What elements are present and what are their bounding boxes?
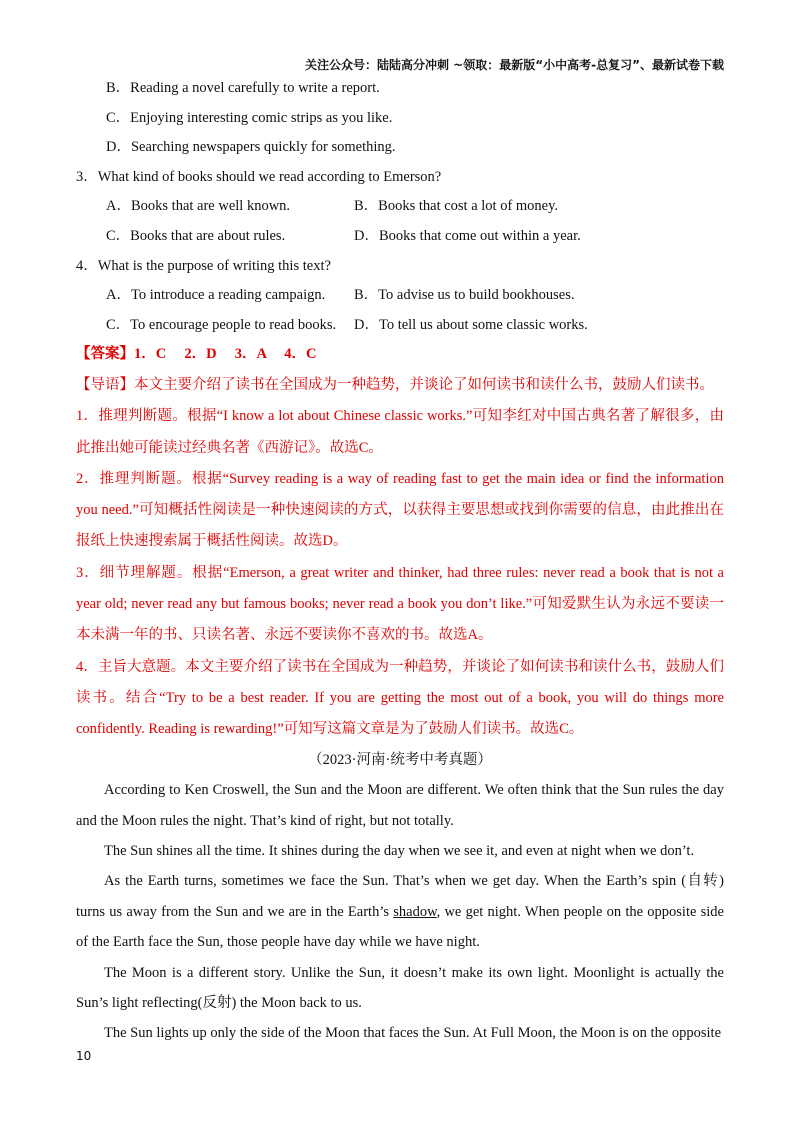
explanation-4: 4．主旨大意题。本文主要介绍了读书在全国成为一种趋势，并谈论了如何读书和读什么书，鼓励人们读书。结合“Try to be a best reader. If you are getting the most out of a book, you will do things more confidently. Reading is rewarding!”可知写这篇文章是为了鼓励人们读书。故选C。 bbox=[76, 658, 724, 738]
q4-options-row-2 bbox=[76, 311, 724, 341]
passage-paragraph-1: According to Ken Croswell, the Sun and the Moon are different. We often think that the Sun rules the day and the Moon rules the night. That’s kind of right, but not totally. bbox=[76, 782, 724, 829]
q3-option-a: A．Books that are well known. bbox=[106, 198, 291, 215]
passage-paragraph-2: The Sun shines all the time. It shines during the day when we see it, and even at night when we don’t. bbox=[104, 842, 695, 859]
q3-stem: 3．What kind of books should we read according to Emerson? bbox=[76, 168, 442, 185]
explanation-1: 1．推理判断题。根据“I know a lot about Chinese classic works.”可知李红对中国古典名著了解很多，由此推出她可能读过经典名著《西游记》。故选C。 bbox=[76, 408, 724, 456]
q2-option-d: D．Searching newspapers quickly for something. bbox=[106, 139, 396, 156]
q3-options-row-1 bbox=[76, 192, 724, 222]
q3-options-row-2 bbox=[76, 222, 724, 252]
paragraph-3-text-before: As the Earth turns, sometimes we face the Sun. That’s when we get day. When the Earth’s spin (自转) turns us away from the Sun and we are in the Earth’s bbox=[76, 873, 724, 920]
q4-option-b: B．To advise us to build bookhouses. bbox=[354, 287, 575, 304]
q4-stem: 4．What is the purpose of writing this text? bbox=[76, 257, 331, 274]
page-number: 10 bbox=[76, 1049, 92, 1063]
header-note: 关注公众号：陆陆高分冲刺 ~领取：最新版“小中高考-总复习”、最新试卷下载 bbox=[305, 58, 724, 72]
answer-key: 【答案】1．C 2．D 3．A 4．C bbox=[76, 346, 317, 363]
q4-option-a: A．To introduce a reading campaign. bbox=[106, 287, 326, 304]
q2-option-b: B．Reading a novel carefully to write a report. bbox=[106, 80, 380, 96]
page-content bbox=[76, 74, 724, 1049]
passage-source: （2023·河南·统考中考真题） bbox=[308, 751, 492, 768]
passage-paragraph-3 bbox=[76, 866, 724, 957]
passage-paragraph-4: The Moon is a different story. Unlike the Sun, it doesn’t make its own light. Moonlight is actually the Sun’s light reflecting(反射) the Moon back to us. bbox=[76, 964, 724, 1011]
q3-option-b: B．Books that cost a lot of money. bbox=[354, 198, 559, 215]
explanation-guide: 【导语】本文主要介绍了读书在全国成为一种趋势，并谈论了如何读书和读什么书，鼓励人们读书。 bbox=[76, 376, 714, 393]
paragraph-3-text-after: , we get night. When people on the opposite side of the Earth face the Sun, those people have day while we have night. bbox=[76, 903, 724, 951]
underlined-word-shadow: shadow bbox=[393, 903, 437, 920]
passage-paragraph-5: The Sun lights up only the side of the Moon that faces the Sun. At Full Moon, the Moon is on the opposite bbox=[104, 1025, 722, 1042]
q3-option-d: D．Books that come out within a year. bbox=[354, 227, 581, 244]
explanation-2: 2．推理判断题。根据“Survey reading is a way of reading fast to get the main idea or find the information you need.”可知概括性阅读是一种快速阅读的方式，以获得主要思想或找到你需要的信息，由此推出在报纸上快速搜索属于概括性阅读。故选D。 bbox=[76, 470, 724, 550]
q2-option-c: C．Enjoying interesting comic strips as you like. bbox=[106, 109, 393, 126]
q4-option-d: D．To tell us about some classic works. bbox=[354, 316, 588, 333]
explanation-3: 3．细节理解题。根据“Emerson, a great writer and thinker, had three rules: never read a book that is not a year old; never read any but famous books; never read a book you don’t like.”可知爱默生认为永远不要读一本未满一年的书、只读名著、永远不要读你不喜欢的书。故选A。 bbox=[76, 564, 724, 644]
q3-option-c: C．Books that are about rules. bbox=[106, 227, 286, 244]
q4-options-row-1 bbox=[76, 281, 724, 311]
q4-option-c: C．To encourage people to read books. bbox=[106, 316, 337, 333]
